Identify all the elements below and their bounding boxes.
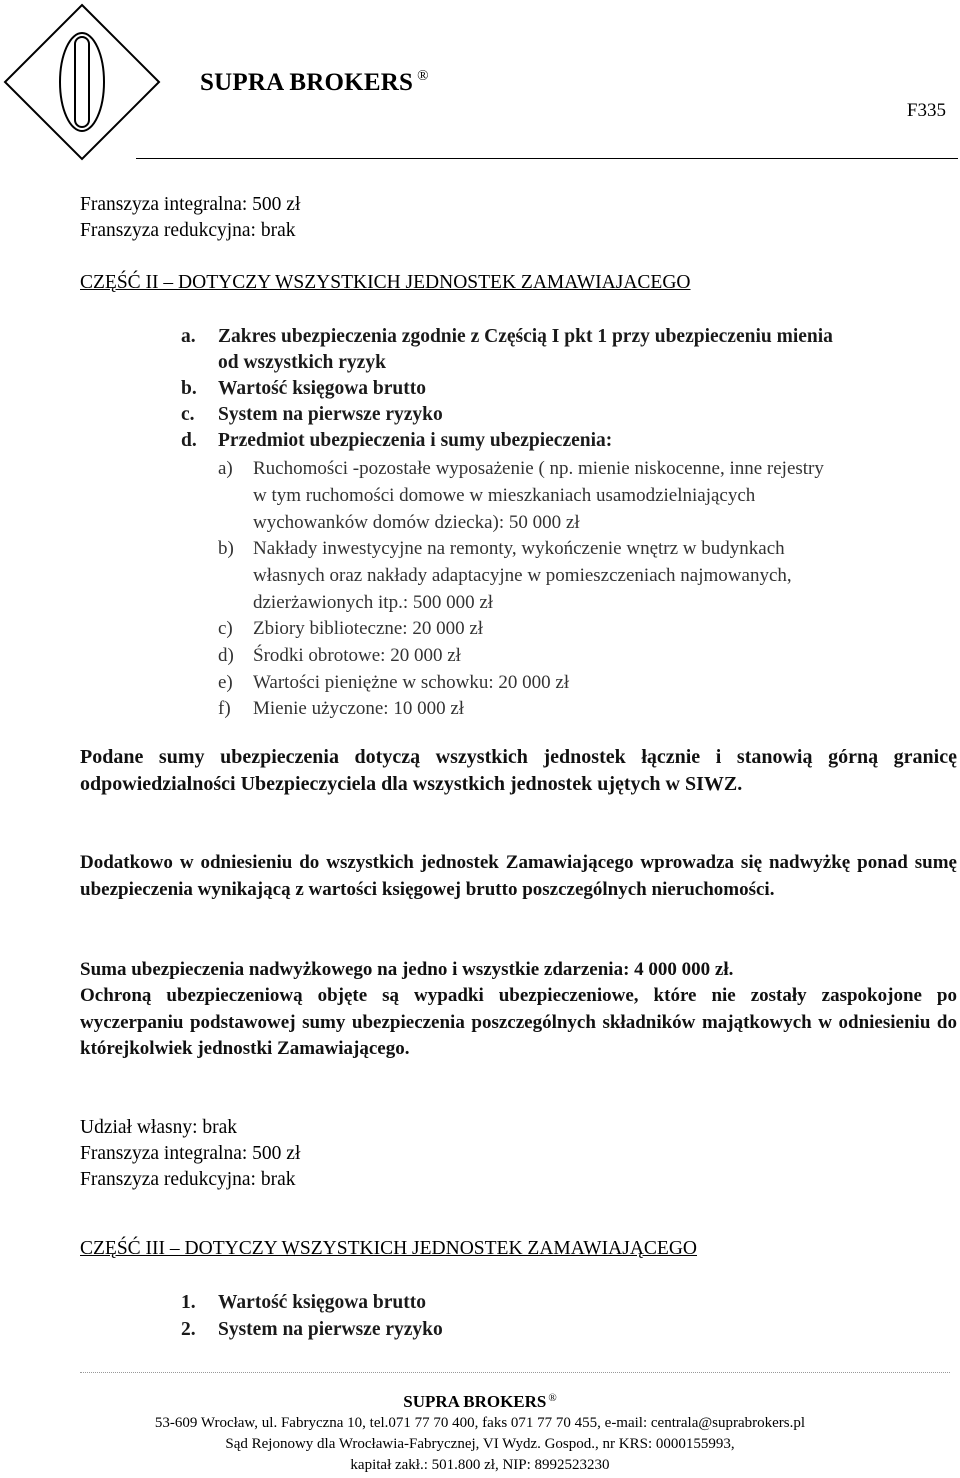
sublist-item: Ruchomości -pozostałe wyposażenie ( np. mienie niskocenne, inne rejestry <box>253 458 824 479</box>
footer-capital: kapitał zakł.: 501.800 zł, NIP: 8992523230 <box>350 1457 610 1473</box>
footer-address: 53-609 Wrocław, ul. Fabryczna 10, tel.071 77 70 400, faks 071 77 70 455, e-mail: centrala@suprabrokers.pl <box>154 1415 806 1431</box>
form-code: F335 <box>906 100 946 121</box>
sublist-marker: f) <box>218 698 231 719</box>
sublist-marker: e) <box>218 672 233 693</box>
list-item: System na pierwsze ryzyko <box>218 1319 443 1340</box>
sublist-item: Wartości pieniężne w schowku: 20 000 zł <box>253 672 570 693</box>
list-marker: 2. <box>181 1319 196 1340</box>
list-item: Wartość księgowa brutto <box>218 378 426 399</box>
sublist-item: Nakłady inwestycyjne na remonty, wykończenie wnętrz w budynkach <box>253 538 785 559</box>
sublist-marker: b) <box>218 538 234 559</box>
list-marker: a. <box>181 326 196 347</box>
deductible: Udział własny: brak <box>80 1117 238 1138</box>
supra-logo <box>2 2 162 162</box>
sublist-item: dzierżawionych itp.: 500 000 zł <box>253 592 494 613</box>
list-item: Zakres ubezpieczenia zgodnie z Częścią I pkt 1 przy ubezpieczeniu mienia <box>218 326 833 347</box>
header-brand: SUPRA BROKERS ® <box>200 68 429 96</box>
list-item: Wartość księgowa brutto <box>218 1292 426 1313</box>
sublist-item: własnych oraz nakłady adaptacyjne w pomieszczeniach najmowanych, <box>253 565 792 586</box>
paragraph-coverage: Ochroną ubezpieczeniową objęte są wypadki ubezpieczeniowe, które nie zostały zaspokojone po wyczerpaniu podstawowej sumy ubezpieczenia poszczególnych składników majątkowych w odniesieniu do którejkolwiek jednostki Zamawiającego. <box>80 985 957 1059</box>
list-item-cont: od wszystkich ryzyk <box>218 352 386 373</box>
footer-rule <box>80 1372 950 1373</box>
franchise-integral: Franszyza integralna: 500 zł <box>80 1143 301 1164</box>
list-marker: 1. <box>181 1292 196 1313</box>
list-item: System na pierwsze ryzyko <box>218 404 443 425</box>
footer-court: Sąd Rejonowy dla Wrocławia-Fabrycznej, VI Wydz. Gospod., nr KRS: 0000155993, <box>225 1436 735 1452</box>
sublist-item: wychowanków domów dziecka): 50 000 zł <box>253 512 580 533</box>
section-title-part3: CZĘŚĆ III – DOTYCZY WSZYSTKICH JEDNOSTEK ZAMAWIAJĄCEGO <box>80 1238 697 1259</box>
franchise-reduction: Franszyza redukcyjna: brak <box>80 220 296 241</box>
sublist-item: Środki obrotowe: 20 000 zł <box>253 645 461 666</box>
sublist-marker: d) <box>218 645 234 666</box>
sublist-item: Mienie użyczone: 10 000 zł <box>253 698 465 719</box>
registered-mark: ® <box>417 68 429 84</box>
paragraph-limits: Podane sumy ubezpieczenia dotyczą wszystkich jednostek łącznie i stanowią górną granicę odpowiedzialności Ubezpieczyciela dla wszystkich jednostek ujętych w SIWZ. <box>80 746 957 795</box>
sublist-item: Zbiory biblioteczne: 20 000 zł <box>253 618 484 639</box>
sublist-marker: a) <box>218 458 233 479</box>
section-title-part2: CZĘŚĆ II – DOTYCZY WSZYSTKICH JEDNOSTEK ZAMAWIAJACEGO <box>80 272 691 293</box>
registered-mark: ® <box>548 1392 557 1404</box>
franchise-reduction: Franszyza redukcyjna: brak <box>80 1169 296 1190</box>
header-rule <box>136 158 958 159</box>
paragraph-surplus-sum: Suma ubezpieczenia nadwyżkowego na jedno i wszystkie zdarzenia: 4 000 000 zł. <box>80 959 734 980</box>
list-marker: b. <box>181 378 197 399</box>
list-marker: d. <box>181 430 197 451</box>
paragraph-surplus: Dodatkowo w odniesieniu do wszystkich jednostek Zamawiającego wprowadza się nadwyżkę ponad sumę ubezpieczenia wynikającą z wartości księgowej brutto poszczególnych nieruchomości. <box>80 852 957 900</box>
list-item: Przedmiot ubezpieczenia i sumy ubezpieczenia: <box>218 430 613 451</box>
sublist-item: w tym ruchomości domowe w mieszkaniach usamodzielniających <box>253 485 756 506</box>
franchise-integral: Franszyza integralna: 500 zł <box>80 194 301 215</box>
sublist-marker: c) <box>218 618 233 639</box>
list-marker: c. <box>181 404 195 425</box>
footer-brand: SUPRA BROKERS ® <box>403 1392 557 1411</box>
